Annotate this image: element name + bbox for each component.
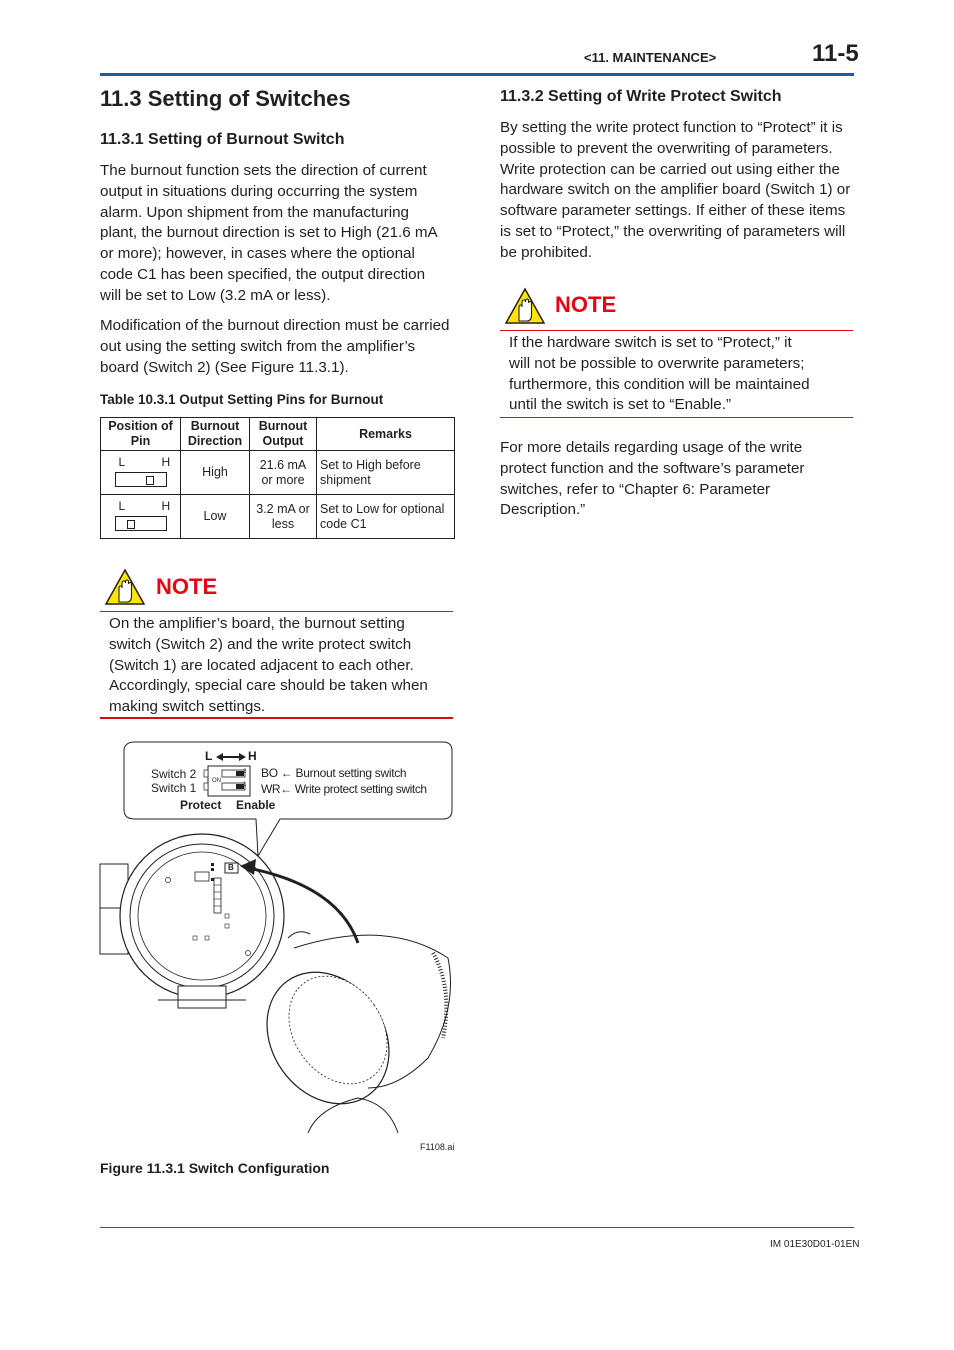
table-caption: Table 10.3.1 Output Setting Pins for Burnout (100, 392, 384, 407)
text-line: switch (Switch 2) and the write protect switch (109, 635, 412, 653)
on-label: ON (212, 778, 221, 784)
text-line: Accordingly, special care should be taken when (109, 677, 428, 695)
note-body (509, 333, 810, 416)
note-title: NOTE (156, 574, 218, 599)
figure-drawing (98, 738, 456, 1138)
remarks-cell: Set to Low for optional code C1 (317, 495, 455, 539)
output-cell: 21.6 mA or more (250, 451, 317, 495)
text-line: Write protection can be carried out using either the (500, 160, 840, 178)
direction-cell: High (181, 451, 250, 495)
column-header: Burnout Direction (181, 418, 250, 451)
text-line: be prohibited. (500, 243, 593, 261)
column-header: Remarks (317, 418, 455, 451)
text-line: (Switch 1) are located adjacent to each other. (109, 656, 414, 674)
switch1-label: Switch 1 (151, 781, 197, 795)
table-row (101, 451, 455, 495)
text-line: is set to “Protect,” the overwriting of parameters will (500, 222, 846, 240)
subsection-heading-write-protect: 11.3.2 Setting of Write Protect Switch (500, 88, 782, 105)
pin-label-high: H (161, 498, 171, 513)
table-header-row (101, 418, 455, 451)
board-marker-label: B (228, 863, 234, 872)
switch2-description: BO ← Burnout setting switch (261, 766, 407, 780)
note-top-rule (500, 330, 853, 331)
hand-warning-icon (104, 568, 146, 606)
figure-caption: Figure 11.3.1 Switch Configuration (100, 1160, 330, 1176)
text-line: alarm. Upon shipment from the manufacturing (100, 203, 409, 221)
text-line: For more details regarding usage of the write (500, 439, 803, 456)
switch-configuration-figure (98, 738, 456, 1152)
note-bottom-rule (500, 417, 853, 418)
text-line: The burnout function sets the direction of current (100, 162, 427, 179)
text-line: Description.” (500, 501, 586, 519)
enable-label: Enable (236, 798, 276, 812)
burnout-paragraph-1 (100, 161, 438, 307)
text-line: will not be possible to overwrite parameters; (509, 354, 805, 372)
note-top-rule (100, 611, 453, 612)
hand-warning-icon (504, 287, 546, 325)
running-header-section: <11. MAINTENANCE> (584, 50, 717, 65)
text-line: Modification of the burnout direction must be carried (100, 317, 450, 334)
text-line: possible to prevent the overwriting of parameters. (500, 139, 833, 157)
pin-diagram-low (105, 499, 177, 535)
section-heading: 11.3 Setting of Switches (100, 86, 351, 111)
remarks-cell: Set to High before shipment (317, 451, 455, 495)
pin-knob (146, 476, 154, 485)
figure-file-id: F1108.ai (420, 1142, 455, 1152)
text-line: By setting the write protect function to “Protect” it is (500, 119, 843, 136)
pin-label-low: L (118, 454, 126, 469)
burnout-paragraph-2 (100, 316, 450, 378)
pin-knob (127, 520, 135, 529)
text-line: will be set to Low (3.2 mA or less). (100, 286, 331, 304)
pin-label-low: L (118, 498, 126, 513)
callout-low-label: L (205, 749, 213, 763)
text-line: switches, refer to “Chapter 6: Parameter (500, 480, 771, 498)
table-row (101, 495, 455, 539)
switch-position-1: 1 (243, 782, 247, 788)
text-line: hardware switch on the amplifier board (Switch 1) or (500, 181, 851, 199)
switch1-description: WR← Write protect setting switch (261, 782, 427, 796)
switch-position-2: 2 (243, 769, 247, 775)
burnout-pin-table (100, 417, 455, 539)
pin-position-cell (101, 451, 181, 495)
text-line: board (Switch 2) (See Figure 11.3.1). (100, 358, 349, 376)
note-body (109, 614, 428, 718)
text-line: output in situations during occurring the system (100, 182, 418, 200)
pin-frame (115, 516, 167, 531)
callout-high-label: H (248, 749, 257, 763)
pin-diagram-high (105, 455, 177, 491)
text-line: out using the setting switch from the amplifier’s (100, 337, 416, 355)
pin-position-cell (101, 495, 181, 539)
text-line: If the hardware switch is set to “Protect,” it (509, 334, 792, 351)
text-line: protect function and the software’s parameter (500, 459, 805, 477)
document-id: IM 01E30D01-01EN (770, 1239, 860, 1250)
column-header: Position of Pin (101, 418, 181, 451)
text-line: or more); however, in cases where the optional (100, 245, 415, 263)
write-protect-paragraph-2 (500, 438, 804, 521)
text-line: making switch settings. (109, 698, 266, 716)
header-rule (100, 73, 854, 76)
output-cell: 3.2 mA or less (250, 495, 317, 539)
direction-cell: Low (181, 495, 250, 539)
text-line: furthermore, this condition will be maintained (509, 375, 810, 393)
footer-rule (100, 1227, 854, 1228)
text-line: plant, the burnout direction is set to High (21.6 mA (100, 224, 438, 242)
text-line: code C1 has been specified, the output direction (100, 265, 426, 283)
write-protect-paragraph-1 (500, 118, 850, 264)
note-bottom-rule (100, 717, 453, 719)
note-title: NOTE (555, 292, 617, 317)
protect-label: Protect (180, 798, 222, 812)
column-header: Burnout Output (250, 418, 317, 451)
subsection-heading-burnout: 11.3.1 Setting of Burnout Switch (100, 131, 345, 148)
text-line: software parameter settings. If either of these items (500, 202, 846, 220)
page-number: 11-5 (812, 40, 859, 67)
text-line: until the switch is set to “Enable.” (509, 396, 732, 414)
pin-label-high: H (161, 454, 171, 469)
switch2-label: Switch 2 (151, 767, 197, 781)
text-line: On the amplifier’s board, the burnout setting (109, 615, 405, 632)
pin-frame (115, 472, 167, 487)
